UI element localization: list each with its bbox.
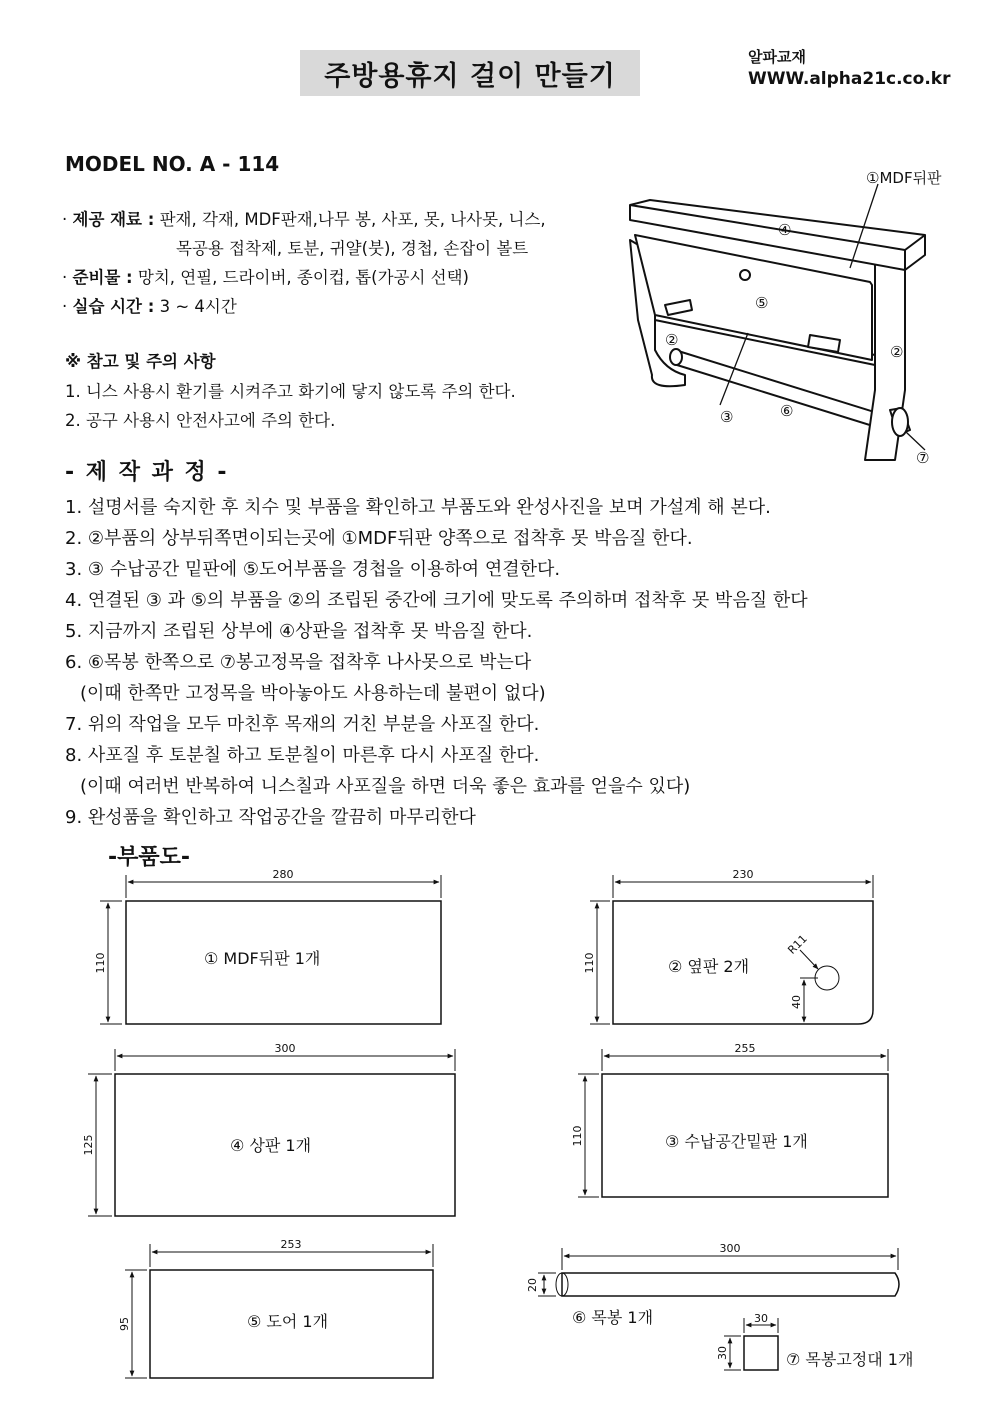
time-text: 3 ~ 4시간: [159, 297, 237, 316]
assembly-label-2a: ②: [665, 331, 679, 349]
process-step: 3. ③ 수납공간 밑판에 ⑤도어부품을 경첩을 이용하여 연결한다.: [65, 559, 561, 580]
assembly-label-3: ③: [720, 408, 734, 426]
process-step: 9. 완성품을 확인하고 작업공간을 깔끔히 마무리한다: [65, 807, 476, 828]
assembly-label-2b: ②: [890, 343, 904, 361]
p2-label: ② 옆판 2개: [668, 957, 750, 976]
p6-diameter: 20: [526, 1278, 539, 1292]
p7-label: ⑦ 목봉고정대 1개: [786, 1350, 914, 1369]
publisher-url: WWW.alpha21c.co.kr: [748, 69, 951, 89]
time-line: · 실습 시간 : 3 ~ 4시간: [62, 297, 237, 316]
supplies-text: 망치, 연필, 드라이버, 종이컵, 톱(가공시 선택): [137, 268, 469, 287]
materials-label: 제공 재료 :: [72, 210, 155, 229]
parts-title: -부품도-: [108, 845, 191, 870]
p3-label: ③ 수납공간밑판 1개: [665, 1132, 808, 1151]
p4-width: 300: [274, 1042, 296, 1055]
process-step: 2. ②부품의 상부뒤쪽면이되는곳에 ①MDF뒤판 양쪽으로 접착후 못 박음질 한다.: [65, 528, 693, 549]
assembly-label-1: ①MDF뒤판: [866, 169, 942, 187]
p1-width: 280: [272, 868, 294, 881]
p2-height: 110: [583, 952, 596, 974]
p1-height: 110: [94, 952, 107, 974]
process-step: 1. 설명서를 숙지한 후 치수 및 부품을 확인하고 부품도와 완성사진을 보며 가설계 해 본다.: [65, 497, 771, 518]
p3-height: 110: [571, 1125, 584, 1147]
publisher-block: [748, 46, 950, 90]
p7-height: 30: [716, 1346, 729, 1360]
materials-text: 판재, 각재, MDF판재,나무 봉, 사포, 못, 나사못, 니스,: [159, 210, 546, 229]
assembly-label-4: ④: [778, 221, 792, 239]
assembly-label-6: ⑥: [780, 402, 794, 420]
assembly-illustration: [610, 160, 970, 480]
process-step: 4. 연결된 ③ 과 ⑤의 부품을 ②의 조립된 중간에 크기에 맞도록 주의하며 접착후 못 박음질 한다: [65, 590, 808, 611]
publisher-name: 알파교재: [748, 48, 806, 66]
materials-line2: 목공용 접착제, 토분, 귀얄(붓), 경첩, 손잡이 볼트: [176, 239, 529, 258]
p2-width: 230: [732, 868, 754, 881]
p6-label: ⑥ 목봉 1개: [572, 1308, 654, 1327]
p6-length: 300: [719, 1242, 741, 1255]
process-step: 8. 사포질 후 토분칠 하고 토분칠이 마른후 다시 사포질 한다.: [65, 745, 540, 766]
supplies-line: · 준비물 : 망치, 연필, 드라이버, 종이컵, 톱(가공시 선택): [62, 268, 469, 287]
notes-title: ※ 참고 및 주의 사항: [65, 352, 216, 371]
process-step-note: (이때 여러번 반복하여 니스칠과 사포질을 하면 더욱 좋은 효과를 얻을수 있다): [80, 776, 691, 797]
p5-label: ⑤ 도어 1개: [247, 1312, 329, 1331]
document-title: 주방용휴지 걸이 만들기: [324, 60, 616, 92]
note-item: 2. 공구 사용시 안전사고에 주의 한다.: [65, 411, 336, 430]
process-step-note: (이때 한쪽만 고정목을 박아놓아도 사용하는데 불편이 없다): [80, 683, 546, 704]
process-step: 5. 지금까지 조립된 상부에 ④상판을 접착후 못 박음질 한다.: [65, 621, 533, 642]
process-title: - 제 작 과 정 -: [65, 460, 229, 485]
p4-height: 125: [82, 1134, 95, 1156]
p5-width: 253: [280, 1238, 302, 1251]
document-title-box: [300, 50, 640, 96]
p2-radius: R11: [785, 932, 810, 957]
p7-width: 30: [754, 1312, 768, 1325]
p5-height: 95: [118, 1317, 131, 1331]
materials-line: · 제공 재료 : 판재, 각재, MDF판재,나무 봉, 사포, 못, 나사못, 니스,: [62, 210, 546, 229]
p4-label: ④ 상판 1개: [230, 1136, 312, 1155]
model-number: MODEL NO. A - 114: [65, 152, 280, 176]
assembly-label-5: ⑤: [755, 294, 769, 312]
p2-offset: 40: [790, 995, 803, 1009]
note-item: 1. 니스 사용시 환기를 시켜주고 화기에 닿지 않도록 주의 한다.: [65, 382, 516, 401]
parts-drawing: [0, 860, 1000, 1400]
assembly-label-7: ⑦: [916, 449, 930, 467]
supplies-label: 준비물 :: [72, 268, 133, 287]
p1-label: ① MDF뒤판 1개: [204, 949, 321, 968]
time-label: 실습 시간 :: [72, 297, 155, 316]
p3-width: 255: [734, 1042, 756, 1055]
process-step: 6. ⑥목봉 한쪽으로 ⑦봉고정목을 접착후 나사못으로 박는다: [65, 652, 532, 673]
process-step: 7. 위의 작업을 모두 마친후 목재의 거친 부분을 사포질 한다.: [65, 714, 540, 735]
